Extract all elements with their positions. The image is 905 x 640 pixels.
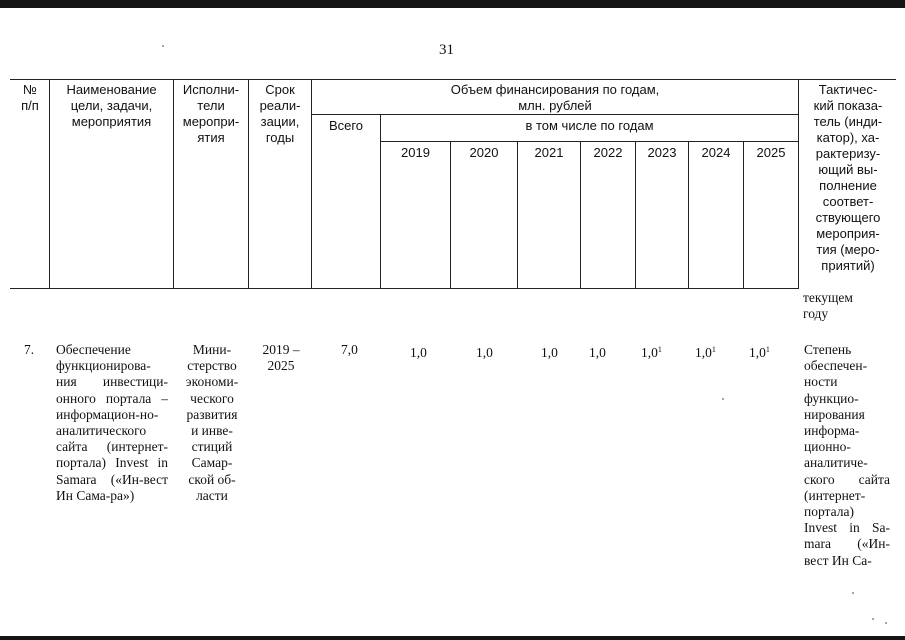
header-by-years: в том числе по годам — [525, 118, 654, 133]
header-year: 2020 — [469, 145, 499, 160]
scan-top-border — [0, 0, 905, 8]
header-funding: Объем финансирования по годам, млн. рублей — [450, 82, 660, 113]
row-indicator: Степень обеспечен-ности функцио-нирования информа-ционно-аналитиче-ского сайта (интернет-портала) Invest in Sa-mara («Ин-вест Ин Са- — [804, 342, 890, 568]
header-indicator: Тактичес- кий показа- тель (инди- катор), ха- рактеризу- ющий вы- полнение соответ- ствующего мероприя- тия (меро- приятий) — [813, 82, 883, 273]
header-name: Наименование цели, задачи, мероприятия — [66, 82, 157, 129]
header-year: 2019 — [401, 145, 430, 160]
row-executors: Мини- стерство экономи- ческого развития и инве- стиций Самар- ской об- ласти — [185, 342, 239, 503]
row-num: 7. — [24, 342, 35, 357]
header-year: 2024 — [701, 145, 731, 160]
header-year: 2021 — [534, 145, 564, 160]
header-year: 2023 — [647, 145, 677, 160]
scan-speck — [885, 622, 887, 624]
page-number: 31 — [439, 42, 454, 58]
row-value-2022: 1,0 — [589, 345, 606, 360]
header-indicator-continued: текущем году — [803, 290, 853, 322]
scan-bottom-border — [0, 636, 905, 640]
header-executors: Исполни- тели меропри- ятия — [182, 82, 240, 145]
header-year: 2022 — [593, 145, 623, 160]
row-value-2019: 1,0 — [410, 345, 427, 360]
row-total: 7,0 — [341, 342, 358, 357]
row-value-2021: 1,0 — [541, 345, 558, 360]
row-value-2020: 1,0 — [476, 345, 493, 360]
header-year: 2025 — [756, 145, 786, 160]
row-name: Обеспечение функционирова-ния инвестици-онного портала – информацион-но-аналитического сайта (интернет-портала) Invest in Samara («Ин-вест Ин Сама-ра») — [56, 342, 168, 503]
header-total: Всего — [328, 118, 364, 133]
scan-speck — [722, 398, 724, 400]
row-value-2025: $1,0^1$ — [749, 345, 770, 360]
row-value-2024: $1,0^1$ — [695, 345, 716, 360]
header-num: № п/п — [21, 82, 39, 113]
header-term: Срок реали- зации, годы — [259, 82, 301, 145]
scan-speck — [852, 592, 854, 594]
row-term: 2019 – 2025 — [262, 342, 300, 374]
scan-speck — [162, 45, 164, 47]
row-value-2023: $1,0^1$ — [641, 345, 662, 360]
scan-speck — [872, 618, 874, 620]
